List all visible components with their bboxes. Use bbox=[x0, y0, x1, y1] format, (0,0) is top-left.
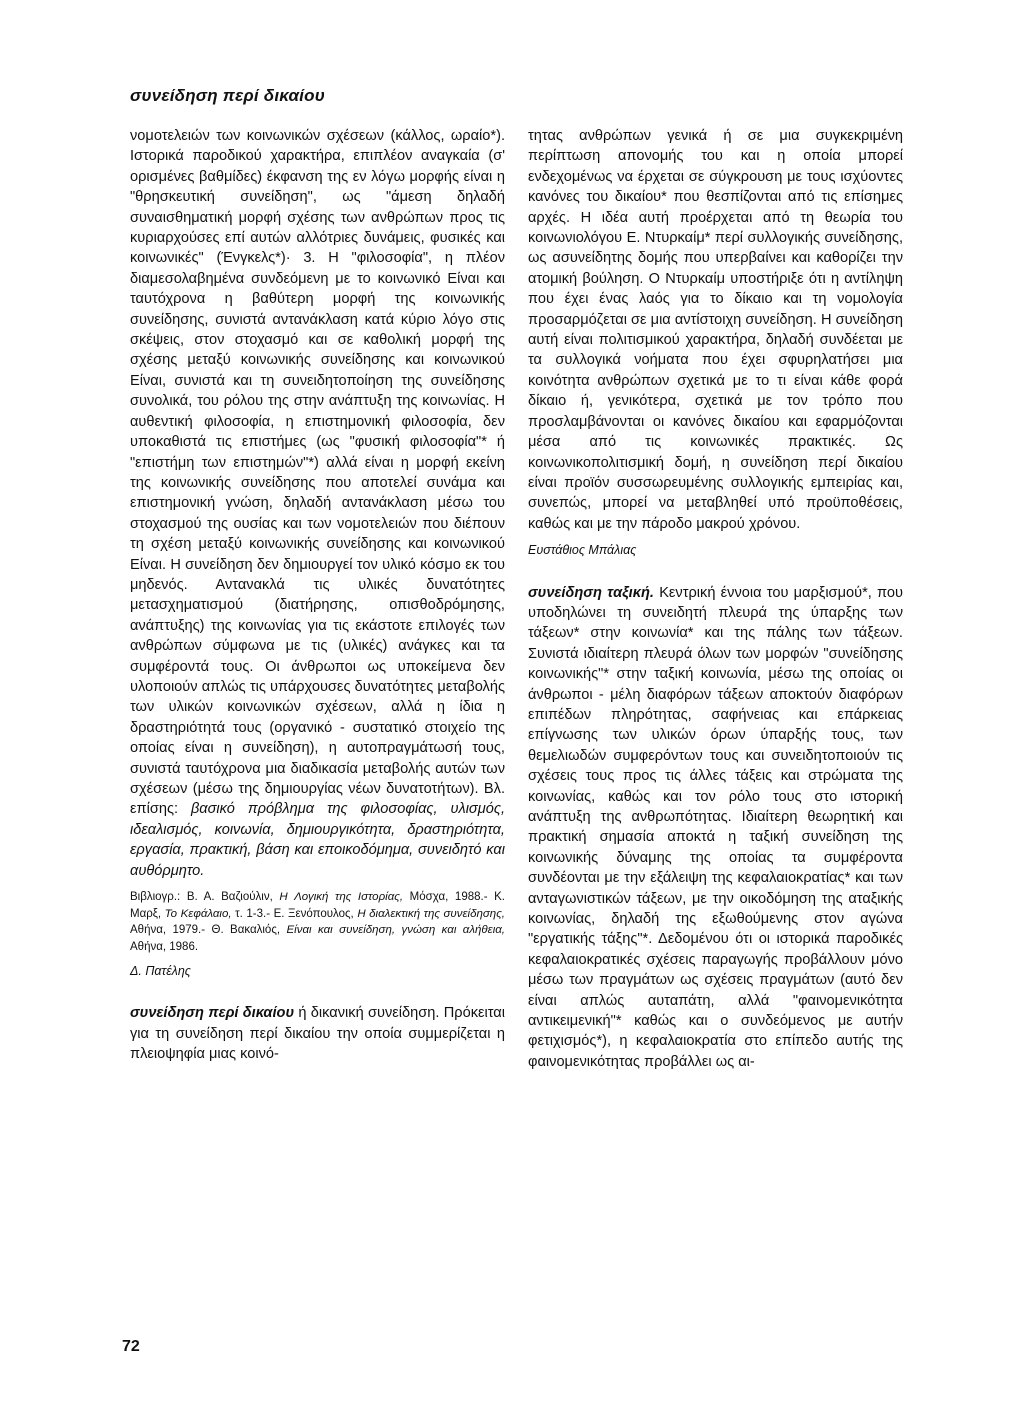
entry-continuation: τητας ανθρώπων γενικά ή σε μια συγκεκριμένη περίπτωση απονομής του και η οποία μπορεί ενδεχομένως να έρχεται σε σύγκρουση με τους ισχύοντες κανόνες του δικαίου* που θεσπίζονται από τις επίσημες αρχές. Η ιδέα αυτή προέρχεται από τη θεωρία του κοινωνιολόγου Ε. Ντυρκαίμ* περί συλλογικής συνείδησης, ως ασυνείδητης δομής που υπερβαίνει και καθορίζει την ατομική βούληση. Ο Ντυρκαίμ υποστήριξε ότι η αντίληψη που έχει ένας λαός για το δίκαιο και τη νομολογία προσαρμόζεται σε μια αντίστοιχη συνείδηση. Η συνείδηση αυτή είναι πολιτισμικού χαρακτήρα, δηλαδή συνδέεται με τα συλλογικά νοήματα που έχει σφυρηλατήσει μια κοινότητα ανθρώπων σχετικά με το τι είναι κάθε φορά δίκαιο ή, γενικότερα, σχετικά με τον τρόπο που προσλαμβάνονται οι κανόνες δικαίου και εφαρμόζονται μέσα από τις κοινωνικές πρακτικές. Ως κοινωνικοπολιτισμική δομή, η συνείδηση περί δικαίου είναι προϊόν συσσωρευμένης συλλογικής εμπειρίας και, συνεπώς, μπορεί να μεταβληθεί υπό προϋποθέσεις, καθώς και με την πάροδο μακρού χρόνου. bbox=[528, 128, 903, 532]
bibliography-title: Η Λογική της Ιστορίας, bbox=[279, 891, 404, 904]
entry-headword: συνείδηση περί δικαίου bbox=[130, 1005, 295, 1022]
entry-body-paragraph: νομοτελειών των κοινωνικών σχέσεων (κάλλος, ωραίο*). Ιστορικά παροδικού χαρακτήρα, επιπλέον αναγκαία (σ' ορισμένες βαθμίδες) έκφανση της εν λόγω μορφής είναι η "θρησκευτική συνείδηση", ως "άμεση δηλαδή συναισθηματική μορφή σχέσης των ανθρώπων προς τις κυριαρχούσες επί αυτών αλλότριες δυνάμεις, φυσικές και κοινωνικές" (Ένγκελς*)· 3. Η "φιλοσοφία", η πλέον διαμεσολαβημένα συνδεόμενη με το κοινωνικό Είναι και ταυτόχρονα η βαθύτερη μορφή της κοινωνικής συνείδησης, συνιστά αντανάκλαση κατά κύριο λόγο στις σκέψεις, στον στοχασμό και σε καθολική μορφή της σχέσης μεταξύ κοινωνικής συνείδησης και κοινωνικού Είναι, συνιστά και τη συνειδητοποίηση της συνείδησης συνολικά, του ρόλου της στην ανάπτυξη της κοινωνίας. Η αυθεντική φιλοσοφία, η επιστημονική φιλοσοφία, δεν υποκαθιστά τις επιστήμες (ως "φυσική φιλοσοφία"* ή "επιστήμη των επιστημών"*) αλλά είναι η μορφή εκείνη της κοινωνικής συνείδησης που αποτελεί συνάμα και επιστημονική γνώση, δηλαδή αντανάκλαση μέσω του στοχασμού της ουσίας και των νομοτελειών που διέπουν τη σχέση μεταξύ κοινωνικής συνείδησης και κοινωνικού Είναι. Η συνείδηση δεν δημιουργεί τον υλικό κόσμο εκ του μηδενός. Αντανακλά τις υλικές δυνατότητες μετασχηματισμού (διατήρησης, οπισθοδρόμησης, ανάπτυξης) της κοινωνίας για τις εκάστοτε επιλογές των ανθρώπων σύμφωνα με τις (υλικές) ανάγκες και τα συμφέροντά τους. Οι άνθρωποι ως υποκείμενα δεν υλοποιούν απλώς τις υπάρχουσες δυνατότητες μεταβολής των υλικών κοινωνικών σχέσεων, αλλά η ίδια η δραστηριότητά τους (οργανικό - συστατικό στοιχείο της οποίας είναι η συνείδηση), η αυτοπραγμάτωσή τους, συνιστά ταυτόχρονα μια διαδικασία μεταβολής αυτών των σχέσεων (μέσω της δημιουργίας νέων δυνατοτήτων). Βλ. επίσης: bbox=[130, 128, 505, 818]
bibliography-text: Βιβλιογρ.: Β. Α. Βαζιούλιν, bbox=[130, 891, 273, 904]
entry-text: ή δικανική συνείδηση. Πρόκειται για τη συνείδηση περί δικαίου την οποία συμμερίζεται η πλειοψηφία μιας κοινό- bbox=[130, 1005, 505, 1063]
entry-law-consciousness bbox=[130, 1003, 505, 1064]
right-column bbox=[528, 126, 903, 1072]
entry-gap bbox=[130, 981, 505, 1003]
running-head: συνείδηση περί δικαίου bbox=[130, 86, 325, 105]
author-signature: Ευστάθιος Μπάλιας bbox=[528, 543, 637, 558]
bibliography-title: Το Κεφάλαιο, bbox=[164, 907, 232, 920]
page-number: 72 bbox=[122, 1338, 140, 1355]
bibliography-text: τ. 1-3.- Ε. Ξενόπουλος, bbox=[235, 907, 354, 920]
bibliography-title: Η διαλεκτική της συνείδησης, bbox=[357, 907, 505, 920]
bibliography bbox=[130, 889, 505, 955]
left-column bbox=[130, 126, 505, 1065]
see-also-list: βασικό πρόβλημα της φιλοσοφίας, υλισμός, ιδεαλισμός, κοινωνία, δημιουργικότητα, δραστηριότητα, εργασία, πρακτική, βάση και εποικοδόμημα, συνειδητό και αυθόρμητο. bbox=[130, 801, 505, 879]
entry-text: Κεντρική έννοια του μαρξισμού*, που υποδηλώνει τη συνειδητή πλευρά της ύπαρξης των τάξεων* στην κοινωνία* και της πάλης των τάξεων. Συνιστά ιδιαίτερη πλευρά όλων των μορφών "συνείδησης κοινωνικής"* στην ταξική κοινωνία, μέσω της οποίας οι άνθρωποι - μέλη διαφόρων τάξεων αποκτούν διαφόρων επιπέδων πληρότητας, σαφήνειας και επάρκειας επίγνωσης των υλικών όρων ύπαρξής τους, των θεμελιωδών συμφερόντων τους και συνειδητοποιούν τις σχέσεις τους προς τις άλλες τάξεις και στρώματα της κοινωνίας, καθώς και τον ρόλο τους στο ιστορική ανάπτυξη της ανθρωπότητας. Ιδιαίτερη θεωρητική και πρακτική σημασία αποκτά η ταξική συνείδηση της κοινωνικής δύναμης της οποίας τα συμφέροντα συνδέονται με την εξάλειψη της κεφαλαιοκρατίας* και των ανταγωνιστικών τάξεων, με την οικοδόμηση της αταξικής κοινωνίας, δηλαδή της εξωθούμενης στον αγώνα "εργατικής τάξης"*. Δεδομένου ότι οι ιστορικά παροδικές κεφαλαιοκρατικές σχέσεις παραγωγής προβάλλουν μόνο μέσω των πραγμάτων ως σχέσεις πραγμάτων (αυτό δεν είναι απλώς αυταπάτη, αλλά "φαινομενικότητα αντικειμενική"* καθώς και ο συνδεόμενος με αυτήν φετιχισμός*), η κεφαλαιοκρατία στο επίπεδο αυτής της φαινομενικότητας προβάλλει ως αι- bbox=[528, 584, 903, 1070]
entry-class-consciousness bbox=[528, 583, 903, 1073]
bibliography-text: Μόσχα, 1988.- Κ. Μαρξ, bbox=[130, 891, 505, 920]
entry-headword: συνείδηση ταξική. bbox=[528, 584, 654, 601]
entry-body-text bbox=[130, 126, 505, 881]
bibliography-text: Αθήνα, 1979.- Θ. Βακαλιός, bbox=[130, 924, 281, 937]
bibliography-title: Είναι και συνείδηση, γνώση και αλήθεια, bbox=[286, 924, 505, 937]
bibliography-text: Αθήνα, 1986. bbox=[130, 940, 199, 953]
entry-gap bbox=[528, 561, 903, 583]
author-signature: Δ. Πατέλης bbox=[130, 964, 191, 979]
